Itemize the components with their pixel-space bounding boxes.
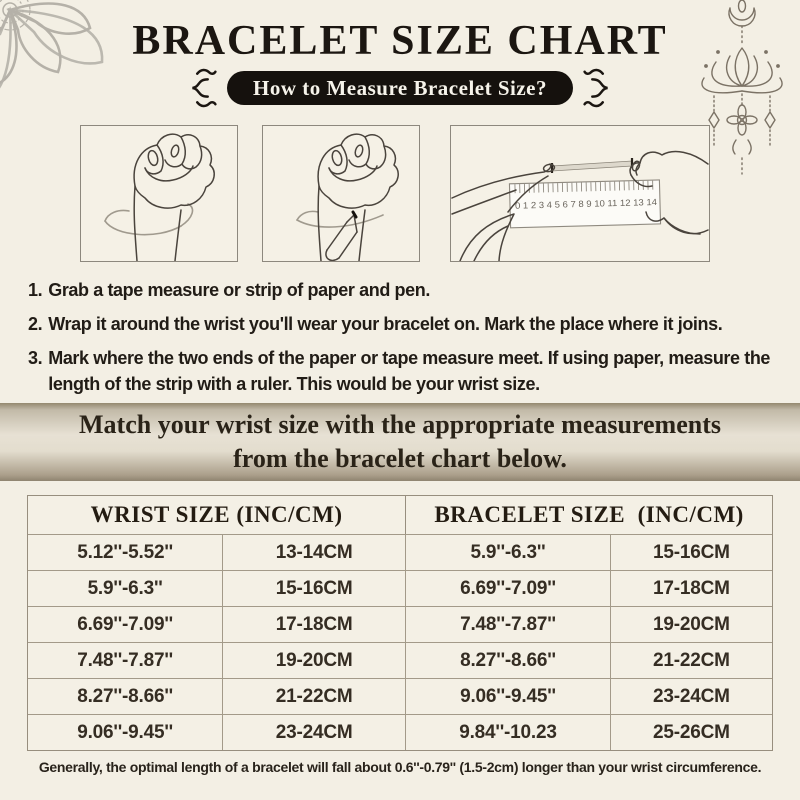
cell-wrist-inch: 5.12''-5.52'' (28, 534, 222, 570)
bracelet-size-header: BRACELET SIZE (INC/CM) (405, 496, 772, 534)
cell-wrist-cm: 23-24CM (222, 714, 405, 750)
cell-bracelet-cm: 23-24CM (610, 678, 772, 714)
step-number: 3. (28, 348, 43, 368)
step-1 (28, 277, 776, 303)
match-size-banner (0, 403, 800, 481)
cell-wrist-inch: 7.48''-7.87'' (28, 642, 222, 678)
banner-line-1: Match your wrist size with the appropriate measurements (79, 410, 721, 439)
hands-with-ruler-drawing (451, 126, 709, 261)
illustration-mark-pen (262, 125, 420, 262)
measure-steps-list (28, 277, 776, 405)
step-number: 2. (28, 314, 43, 334)
banner-line-2: from the bracelet chart below. (233, 444, 567, 473)
step-3 (28, 345, 776, 397)
page-title: BRACELET SIZE CHART (132, 18, 668, 64)
cell-wrist-inch: 8.27''-8.66'' (28, 678, 222, 714)
badge-row (0, 70, 800, 106)
cell-bracelet-inch: 5.9''-6.3'' (405, 534, 610, 570)
cell-wrist-cm: 15-16CM (222, 570, 405, 606)
cell-wrist-cm: 17-18CM (222, 606, 405, 642)
cell-bracelet-cm: 15-16CM (610, 534, 772, 570)
cell-wrist-inch: 6.69''-7.09'' (28, 606, 222, 642)
footer-note: Generally, the optimal length of a bracelet will fall about 0.6''-0.79'' (1.5-2cm) longer than your wrist circumference. (38, 759, 762, 775)
cell-wrist-cm: 19-20CM (222, 642, 405, 678)
illustration-ruler-measure (450, 125, 710, 262)
fist-with-tape-drawing (81, 126, 237, 261)
cell-bracelet-inch: 9.84''-10.23 (405, 714, 610, 750)
squiggle-right-icon (583, 67, 613, 109)
size-chart-table (27, 495, 773, 751)
how-to-measure-badge: How to Measure Bracelet Size? (227, 71, 573, 105)
cell-wrist-cm: 21-22CM (222, 678, 405, 714)
cell-bracelet-inch: 7.48''-7.87'' (405, 606, 610, 642)
illustration-row (0, 125, 800, 262)
step-number: 1. (28, 280, 43, 300)
step-2 (28, 311, 776, 337)
wrist-size-header: WRIST SIZE (INC/CM) (90, 502, 343, 527)
cell-bracelet-inch: 6.69''-7.09'' (405, 570, 610, 606)
fist-with-pen-drawing (263, 126, 419, 261)
cell-wrist-cm: 13-14CM (222, 534, 405, 570)
squiggle-left-icon (187, 67, 217, 109)
step-text: Wrap it around the wrist you'll wear your bracelet on. Mark the place where it joins. (48, 314, 723, 334)
step-text: Grab a tape measure or strip of paper and pen. (48, 280, 430, 300)
step-text: Mark where the two ends of the paper or tape measure meet. If using paper, measure the length of the strip with a ruler. This would be your wrist size. (48, 348, 771, 394)
cell-bracelet-inch: 8.27''-8.66'' (405, 642, 610, 678)
cell-bracelet-cm: 21-22CM (610, 642, 772, 678)
illustration-wrap-tape (80, 125, 238, 262)
cell-bracelet-cm: 19-20CM (610, 606, 772, 642)
cell-bracelet-cm: 17-18CM (610, 570, 772, 606)
cell-wrist-inch: 5.9''-6.3'' (28, 570, 222, 606)
cell-bracelet-inch: 9.06''-9.45'' (405, 678, 610, 714)
cell-wrist-inch: 9.06''-9.45'' (28, 714, 222, 750)
cell-bracelet-cm: 25-26CM (610, 714, 772, 750)
ruler-scale-numbers: 0 1 2 3 4 5 6 7 8 9 10 11 12 13 14 (514, 197, 650, 211)
